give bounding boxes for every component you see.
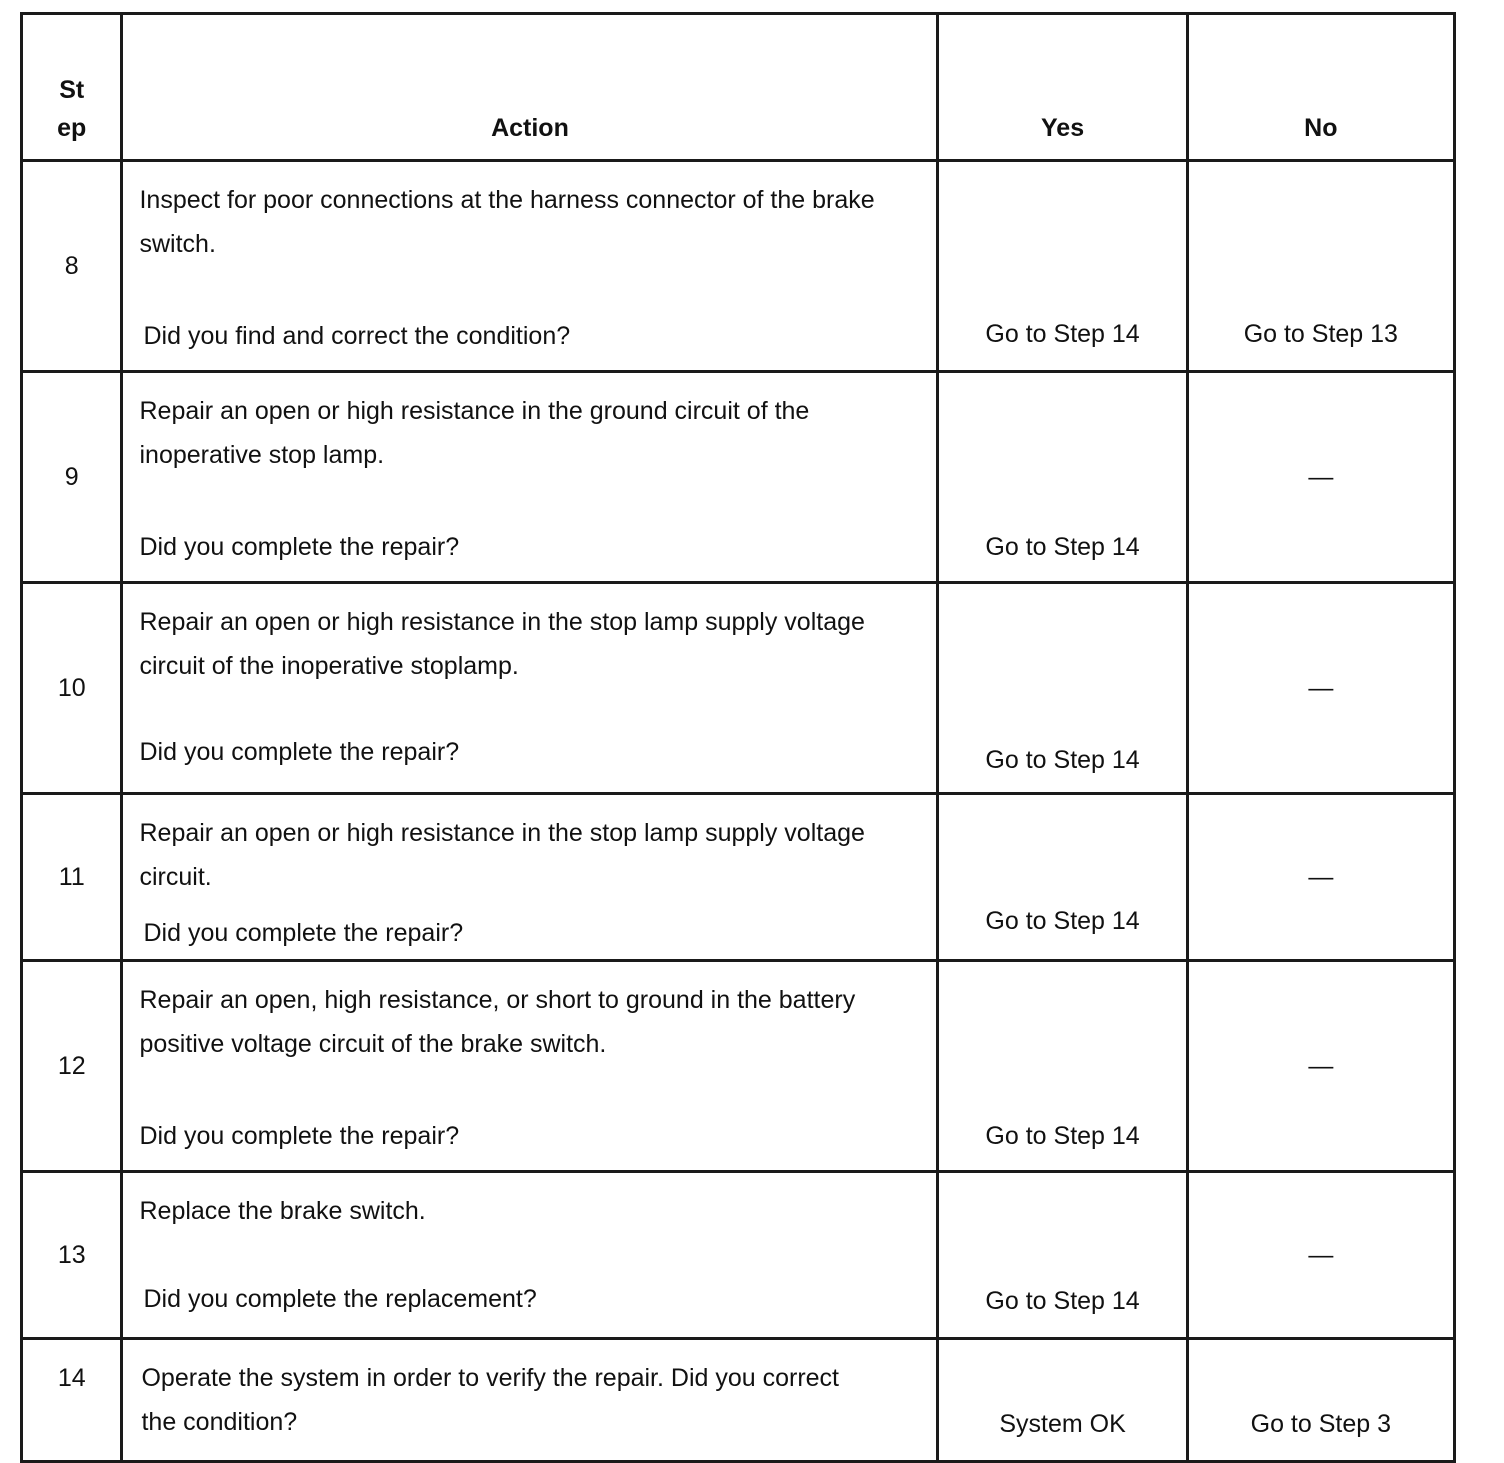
no-result: Go to Step 13 <box>1243 320 1398 348</box>
step-number: 10 <box>22 583 122 794</box>
yes-cell <box>938 372 1187 583</box>
action-text: Operate the system in order to verify the repair. Did you correct the condition? <box>141 1364 840 1436</box>
action-question: Did you complete the replacement? <box>143 1285 537 1313</box>
yes-result: Go to Step 14 <box>985 1287 1140 1315</box>
step-number: 11 <box>22 794 122 961</box>
action-text: Repair an open or high resistance in the ground circuit of the inoperative stop lamp. <box>139 397 810 469</box>
table-row <box>22 583 1455 794</box>
step-number: 12 <box>22 961 122 1172</box>
step-number: 8 <box>22 161 122 372</box>
yes-cell <box>938 794 1187 961</box>
yes-cell <box>938 1172 1187 1339</box>
header-row <box>22 14 1455 161</box>
header-step-label: St ep <box>57 76 87 142</box>
action-question: Did you complete the repair? <box>139 738 460 766</box>
step-number: 14 <box>22 1339 122 1462</box>
action-cell <box>122 794 938 961</box>
step-number: 13 <box>22 1172 122 1339</box>
no-result: — <box>1308 863 1334 891</box>
table-row <box>22 794 1455 961</box>
action-question: Did you complete the repair? <box>139 533 460 561</box>
step-number: 9 <box>22 372 122 583</box>
no-cell <box>1187 794 1454 961</box>
no-cell <box>1187 961 1454 1172</box>
no-result: — <box>1308 1052 1334 1080</box>
no-result: — <box>1308 1241 1334 1269</box>
no-cell <box>1187 1339 1454 1462</box>
no-result: — <box>1308 674 1334 702</box>
diagnostic-table <box>20 12 1456 1463</box>
no-cell <box>1187 583 1454 794</box>
action-cell <box>122 961 938 1172</box>
action-text: Repair an open, high resistance, or short to ground in the battery positive voltage circuit of the brake switch. <box>139 986 856 1058</box>
action-cell <box>122 161 938 372</box>
no-cell <box>1187 161 1454 372</box>
no-cell <box>1187 1172 1454 1339</box>
action-cell <box>122 583 938 794</box>
yes-result: Go to Step 14 <box>985 1122 1140 1150</box>
yes-cell <box>938 583 1187 794</box>
action-cell <box>122 1339 938 1462</box>
header-step <box>22 14 122 161</box>
yes-cell <box>938 1339 1187 1462</box>
yes-cell <box>938 161 1187 372</box>
yes-cell <box>938 961 1187 1172</box>
action-text: Repair an open or high resistance in the stop lamp supply voltage circuit of the inoperative stoplamp. <box>139 608 865 680</box>
action-text: Replace the brake switch. <box>139 1197 426 1225</box>
yes-result: System OK <box>999 1410 1126 1438</box>
table-row <box>22 372 1455 583</box>
action-text: Inspect for poor connections at the harness connector of the brake switch. <box>139 186 875 258</box>
action-question: Did you find and correct the condition? <box>143 322 571 350</box>
action-text: Repair an open or high resistance in the stop lamp supply voltage circuit. <box>139 819 865 891</box>
header-yes: Yes <box>938 14 1187 161</box>
yes-result: Go to Step 14 <box>985 907 1140 935</box>
no-result: Go to Step 3 <box>1250 1410 1392 1438</box>
action-question: Did you complete the repair? <box>143 919 464 947</box>
table-row <box>22 1339 1455 1462</box>
yes-result: Go to Step 14 <box>985 320 1140 348</box>
yes-result: Go to Step 14 <box>985 533 1140 561</box>
yes-result: Go to Step 14 <box>985 746 1140 774</box>
action-cell <box>122 372 938 583</box>
action-question: Did you complete the repair? <box>139 1122 460 1150</box>
table-row <box>22 961 1455 1172</box>
header-no: No <box>1187 14 1454 161</box>
table-row <box>22 1172 1455 1339</box>
no-cell <box>1187 372 1454 583</box>
header-action: Action <box>122 14 938 161</box>
no-result: — <box>1308 463 1334 491</box>
action-cell <box>122 1172 938 1339</box>
table-row <box>22 161 1455 372</box>
